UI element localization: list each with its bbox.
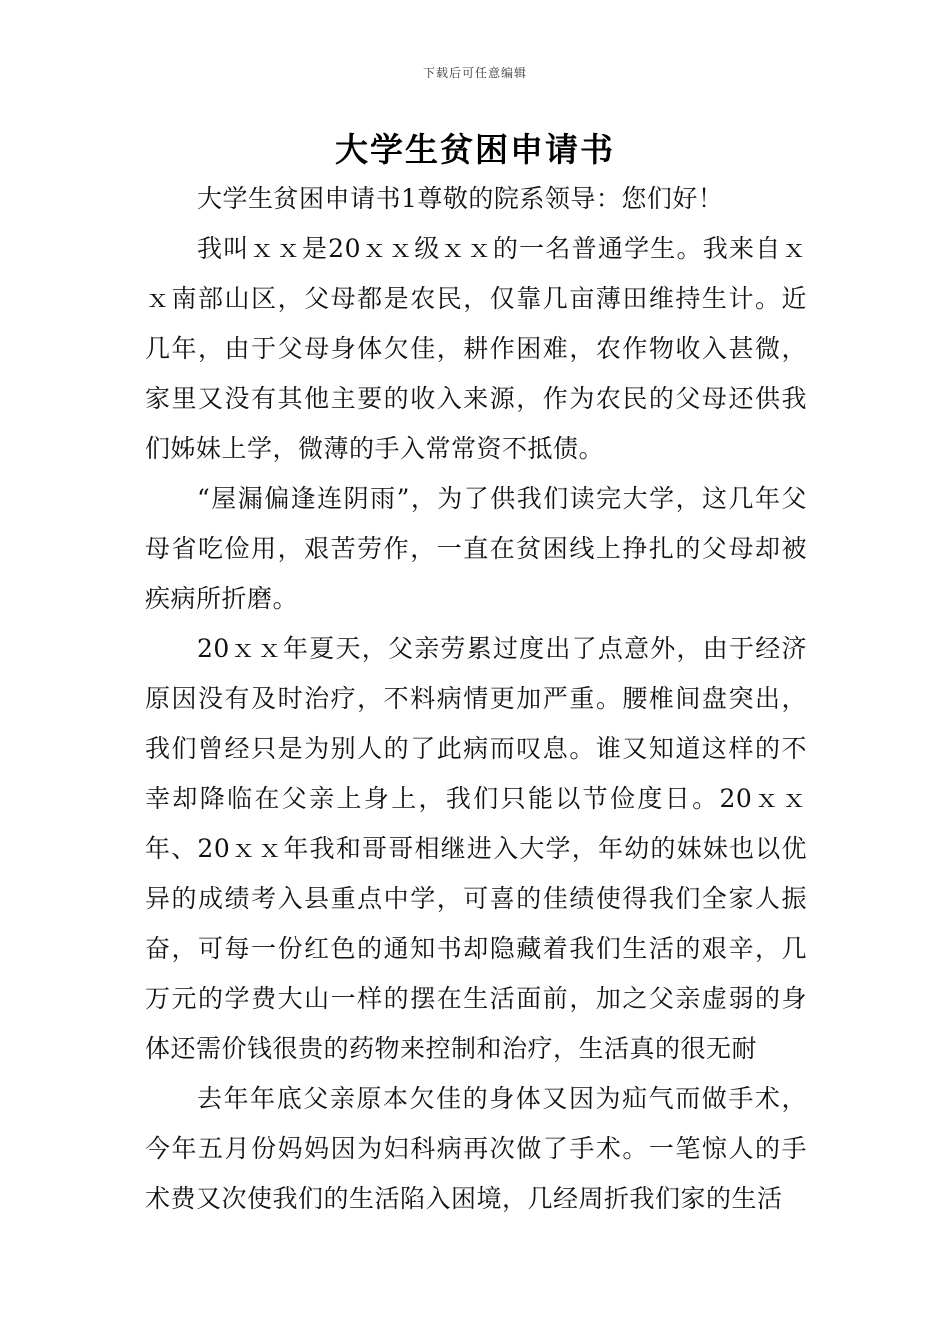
paragraph-greeting: 大学生贫困申请书1尊敬的院系领导：您们好！ [197,184,724,213]
paragraph-hardship: “屋漏偏逢连阴雨”，为了供我们读完大学，这几年父母省吃俭用，艰苦劳作，一直在贫困线上挣扎的父母却被疾病所折磨。 [145,484,807,613]
paragraph-background: 我叫ｘｘ是20ｘｘ级ｘｘ的一名普通学生。我来自ｘｘ南部山区，父母都是农民，仅靠几亩薄田维持生计。近几年，由于父母身体欠佳，耕作困难，农作物收入甚微，家里又没有其他主要的收入来源，作为农民的父母还供我们姊妹上学，微薄的手入常常资不抵债。 [145,234,807,463]
document-title: 大学生贫困申请书 [335,130,615,169]
document-body [145,174,807,1224]
paragraph-surgeries: 去年年底父亲原本欠佳的身体又因为疝气而做手术，今年五月份妈妈因为妇科病再次做了手术。一笔惊人的手术费又次使我们的生活陷入困境，几经周折我们家的生活 [145,1084,807,1213]
header-note: 下载后可任意编辑 [422,66,527,80]
paragraph-father-illness: 20ｘｘ年夏天，父亲劳累过度出了点意外，由于经济原因没有及时治疗，不料病情更加严重。腰椎间盘突出，我们曾经只是为别人的了此病而叹息。谁又知道这样的不幸却降临在父亲上身上，我们只能以节俭度日。20ｘｘ年、20ｘｘ年我和哥哥相继进入大学，年幼的妹妹也以优异的成绩考入县重点中学，可喜的佳绩使得我们全家人振奋，可每一份红色的通知书却隐藏着我们生活的艰辛，几万元的学费大山一样的摆在生活面前，加之父亲虚弱的身体还需价钱很贵的药物来控制和治疗，生活真的很无耐 [145,634,807,1063]
